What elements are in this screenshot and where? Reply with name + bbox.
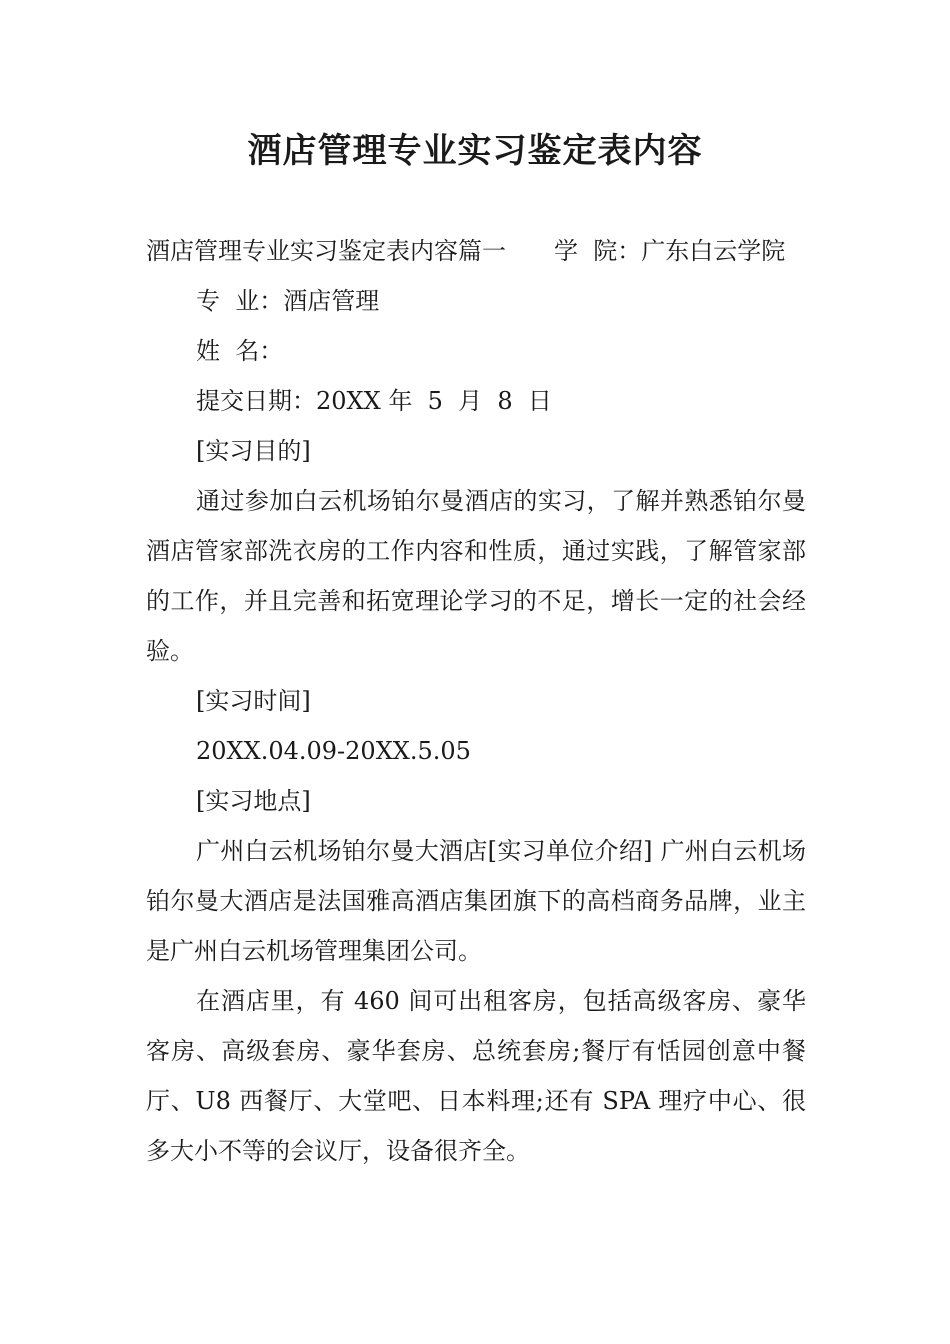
document-title: 酒店管理专业实习鉴定表内容 — [247, 131, 703, 171]
purpose-heading: [实习目的] — [196, 437, 311, 465]
document-heading: 酒店管理专业实习鉴定表内容篇一 — [146, 237, 506, 265]
purpose-paragraph: 通过参加白云机场铂尔曼酒店的实习，了解并熟悉铂尔曼酒店管家部洗衣房的工作内容和性质，通过实践，了解管家部的工作，并且完善和拓宽理论学习的不足，增长一定的社会经验。 — [146, 487, 806, 665]
facilities-paragraph: 在酒店里，有 460 间可出租客房，包括高级客房、豪华客房、高级套房、豪华套房、总统套房;餐厅有恬园创意中餐厅、U8 西餐厅、大堂吧、日本料理;还有 SPA 理疗中心、很多大小不等的会议厅，设备很齐全。 — [146, 987, 806, 1165]
document-body — [146, 226, 806, 1176]
major-field: 专 业：酒店管理 — [196, 287, 380, 315]
place-heading: [实习地点] — [196, 787, 311, 815]
time-paragraph: 20XX.04.09-20XX.5.05 — [196, 737, 471, 765]
date-field: 提交日期：20XX 年 5 月 8 日 — [196, 387, 552, 415]
place-paragraph: 广州白云机场铂尔曼大酒店[实习单位介绍] 广州白云机场铂尔曼大酒店是法国雅高酒店集团旗下的高档商务品牌，业主是广州白云机场管理集团公司。 — [146, 837, 806, 965]
college-field: 学 院：广东白云学院 — [554, 237, 786, 265]
time-heading: [实习时间] — [196, 687, 311, 715]
name-field: 姓 名： — [196, 337, 284, 365]
header-line — [146, 226, 806, 276]
